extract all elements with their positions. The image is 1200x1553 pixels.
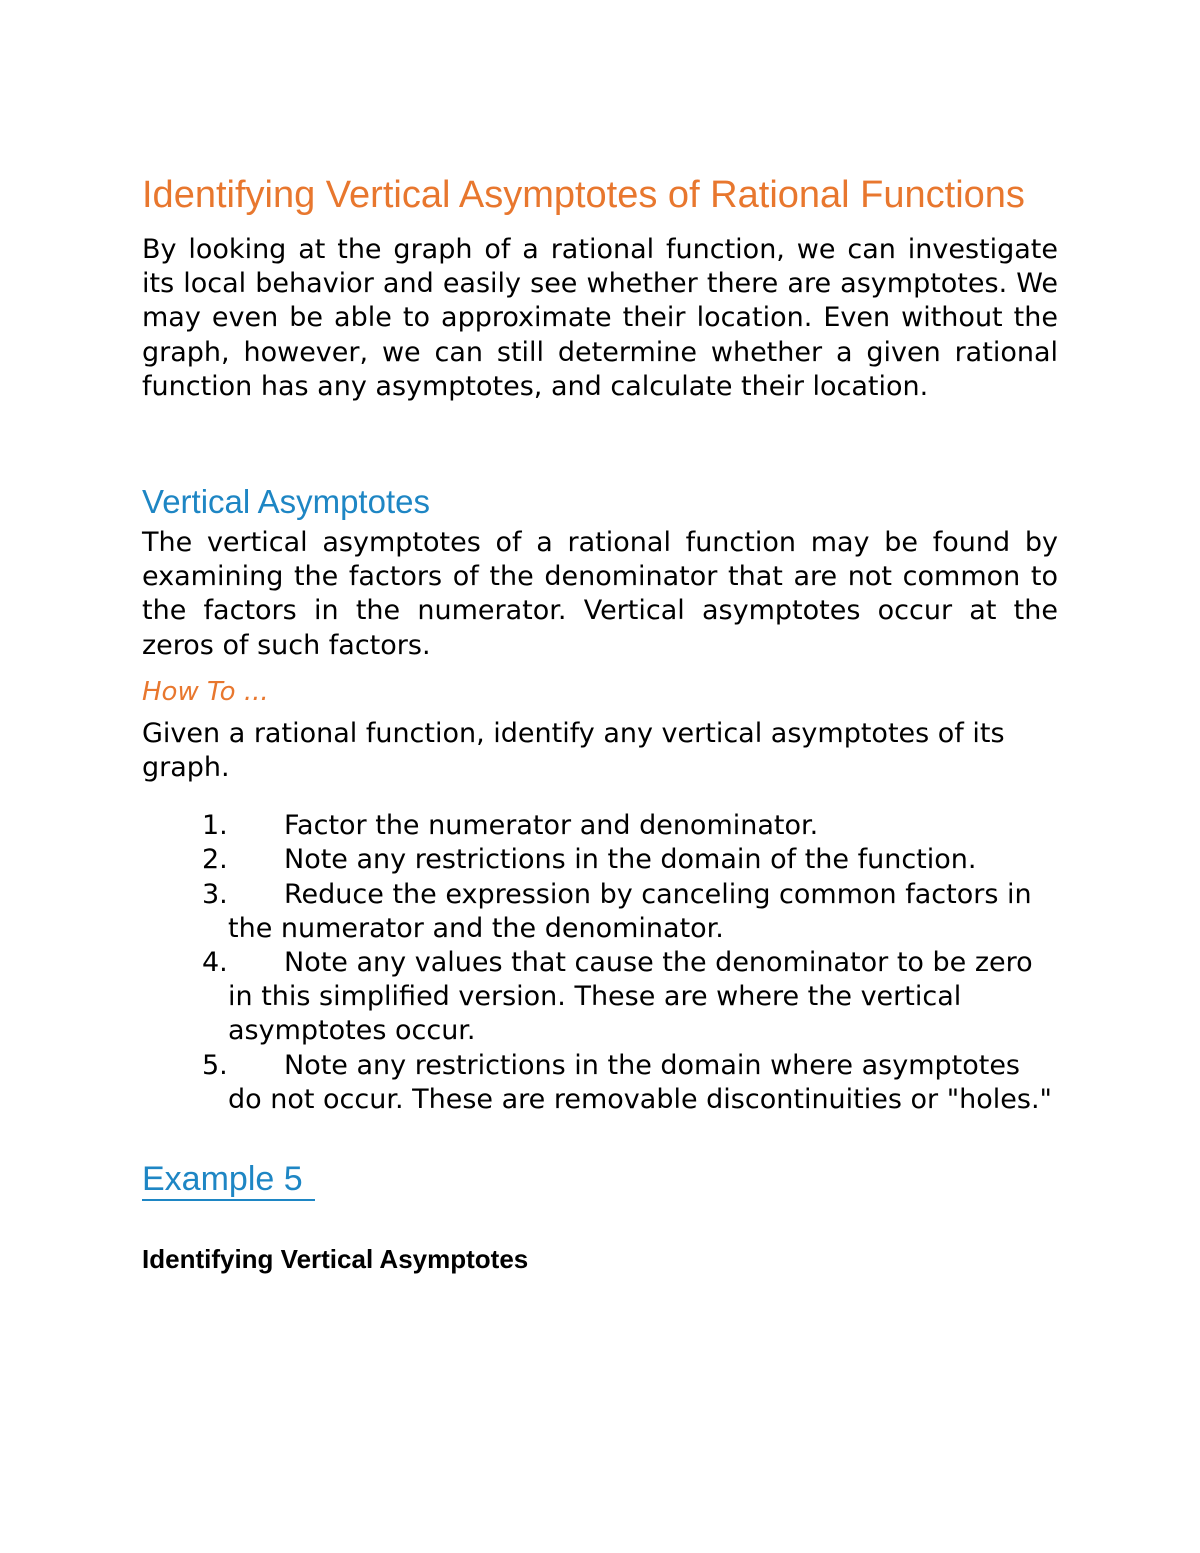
page-title: Identifying Vertical Asymptotes of Rational Functions [142, 174, 1025, 216]
step-text: Reduce the expression by canceling common factors in the numerator and the denominator. [228, 878, 1032, 944]
step-number: 4. [202, 947, 228, 979]
step-text: Note any restrictions in the domain of the function. [284, 844, 977, 876]
step-text: Note any restrictions in the domain where asymptotes do not occur. These are removable discontinuities or "holes." [228, 1049, 1052, 1115]
step-text: Note any values that cause the denominator to be zero in this simplified version. These are where the vertical asymptotes occur. [228, 947, 1033, 1047]
example-subtitle: Identifying Vertical Asymptotes [142, 1244, 529, 1275]
list-item [202, 1049, 1058, 1117]
step-number: 5. [202, 1049, 228, 1081]
list-item [202, 878, 1058, 946]
howto-label: How To ... [142, 676, 269, 707]
list-item [202, 843, 1058, 877]
document-page [142, 172, 1058, 1275]
step-number: 1. [202, 810, 228, 842]
steps-list [142, 809, 1058, 1117]
step-text: Factor the numerator and denominator. [284, 810, 819, 842]
howto-text: Given a rational function, identify any vertical asymptotes of its graph. [142, 717, 1005, 784]
step-number: 3. [202, 878, 228, 910]
section-body: The vertical asymptotes of a rational function may be found by examining the factors of the denominator that are not common to the factors in the numerator. Vertical asymptotes occur at the zeros of such factors. [142, 527, 1058, 661]
example-link[interactable]: Example 5 [142, 1159, 315, 1201]
intro-paragraph: By looking at the graph of a rational function, we can investigate its local behavior and easily see whether there are asymptotes. We may even be able to approximate their location. Even without the graph, however, we can still determine whether a given rational function has any asymptotes, and calculate their location. [142, 234, 1058, 402]
step-number: 2. [202, 844, 228, 876]
section-heading: Vertical Asymptotes [142, 483, 430, 521]
list-item [202, 809, 1058, 843]
list-item [202, 946, 1058, 1049]
